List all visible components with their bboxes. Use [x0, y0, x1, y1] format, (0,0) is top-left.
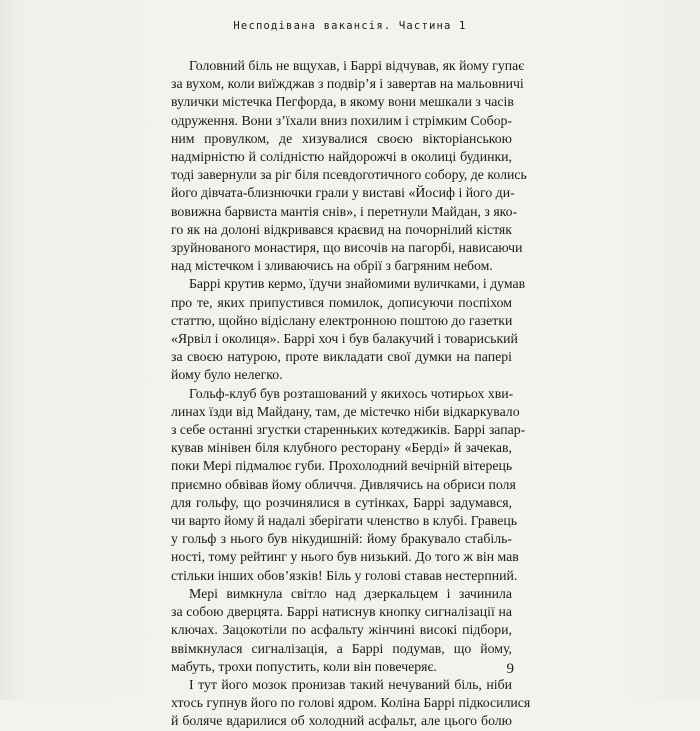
text-line: мабуть, трохи попустить, коли він повечеряє. — [171, 658, 437, 674]
text-line: за собою дверцята. Баррі натиснув кнопку сигналізації на — [171, 604, 512, 620]
text-line: одруження. Вони з’їхали вниз похилим і стрімким Собор- — [171, 112, 513, 128]
text-line: у гольф з нього був нікудишній: йому бракувало стабіль- — [171, 531, 512, 547]
body-text — [171, 57, 531, 731]
text-line: стільки інших обов’язків! Біль у голові ставав нестерпний. — [171, 567, 518, 583]
text-line: ввімкнулася сигналізація, а Баррі подумав, що йому, — [171, 640, 512, 656]
text-line: Головний біль не вщухав, і Баррі відчував, як йому гупає — [189, 58, 525, 73]
paragraph-1 — [171, 57, 527, 275]
text-line: для гольфу, що розчинялися в сутінках, Баррі задумався, — [171, 494, 512, 510]
text-line: над містечком і зливаючись на обрії з багряним небом. — [171, 258, 493, 274]
text-line: «Ярвіл і околиця». Баррі хоч і був балакучий і товариський — [171, 331, 518, 347]
text-line: зруйнованого монастиря, що височів на пагорбі, нависаючи — [171, 240, 523, 256]
text-line: ключах. Зацокотіли по асфальту жінчині високі підбори, — [171, 622, 512, 638]
paragraph-5 — [171, 676, 531, 731]
text-line: Мері вимкнула світло над дзеркальцем і зачинила — [189, 585, 512, 601]
page-number: 9 — [506, 661, 514, 677]
text-line: приємно обвівав йому обличчя. Дивлячись на обриси поля — [171, 476, 516, 492]
paragraph-2 — [171, 275, 526, 384]
text-line: надмірністю й солідністю найдорожчі в околиці будинки, — [171, 149, 512, 165]
paragraph-4 — [171, 585, 512, 676]
text-line: І тут його мозок пронизав такий нечуваний біль, ніби — [189, 676, 512, 692]
text-line: поки Мері підмалює губи. Прохолодний вечірній вітерець — [171, 458, 513, 474]
text-line: го як на долоні відкривався краєвид на почорнілий кістяк — [171, 221, 512, 237]
text-line: тоді завернули за ріг біля псевдоготичного собору, де колись — [171, 167, 527, 183]
text-line: ним провулком, де хизувалися своєю вікторіанською — [171, 130, 512, 146]
text-line: його дівчата-близнючки грали у виставі «Йосиф і його ди- — [171, 185, 515, 201]
text-line: за вухом, коли виїжджав з подвір’я і завертав на мальовничі — [171, 76, 524, 92]
text-line: чи варто йому й надалі зберігати членство в клубі. Гравець — [171, 513, 518, 529]
text-line: ності, тому рейтинг у нього був низький. До того ж він мав — [171, 549, 519, 565]
text-line: вулички містечка Пегфорда, в якому вони мешкали з часів — [171, 94, 514, 110]
text-line: линах їзди від Майдану, там, де містечко ніби відкаркувало — [171, 403, 520, 419]
text-line: йому було нелегко. — [171, 367, 283, 383]
text-line: хтось гупнув його по голові ядром. Коліна Баррі підкосилися — [171, 695, 531, 711]
text-line: й боляче вдарилися об холодний асфальт, але цього болю — [171, 713, 512, 729]
text-line: за своєю натурою, проте викладати свої думки на папері — [171, 349, 512, 365]
text-line: Гольф-клуб був розташований у якихось чотирьох хви- — [189, 385, 514, 401]
running-header: Несподівана вакансія. Частина 1 — [233, 20, 467, 32]
paragraph-3 — [171, 385, 526, 585]
text-line: кував мінівен біля клубного ресторану «Берді» й зачекав, — [171, 440, 512, 456]
text-line: Баррі крутив кермо, їдучи знайомими вуличками, і думав — [189, 276, 526, 292]
text-line: про те, яких припустився помилок, дописуючи поспіхом — [171, 294, 512, 310]
text-line: вовижна барвиста мантія снів», і перетнули Майдан, з яко- — [171, 203, 518, 219]
text-line: статтю, щойно відіслану електронною поштою до газетки — [171, 312, 513, 328]
text-line: з себе останні згустки старенньких котеджиків. Баррі запар- — [171, 422, 526, 438]
